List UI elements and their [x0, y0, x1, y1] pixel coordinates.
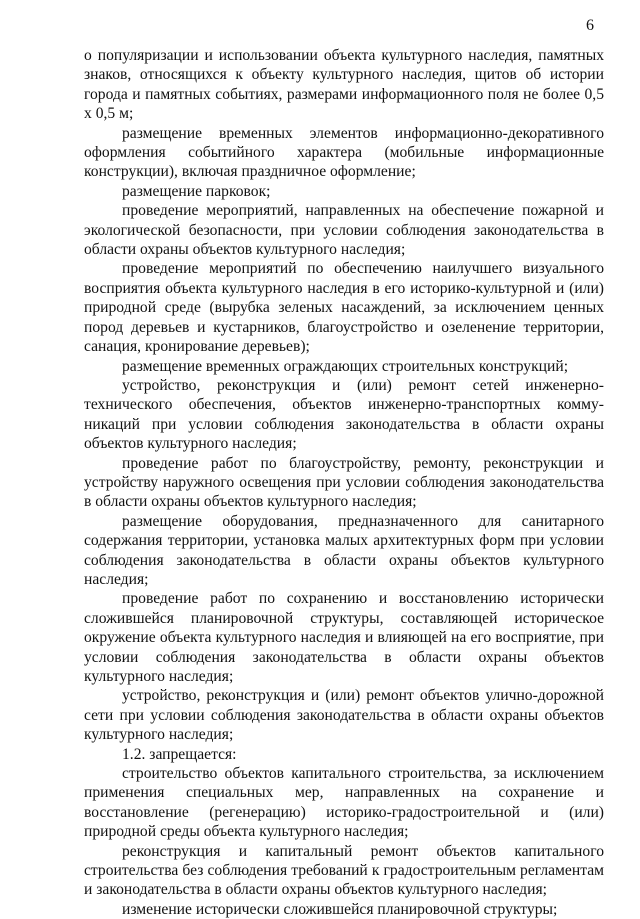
paragraph: устройство, реконструкция и (или) ремонт объектов улично-дорожной сети при условии соблюдения законодательства в области охраны объектов культурного наследия; [84, 687, 604, 744]
paragraph: размещение оборудования, предназначенного для санитарного содержания территории, установка малых архитектурных форм при условии соблюдения законодательства в области охраны объектов культурного наследия; [84, 512, 604, 588]
paragraph: изменение исторически сложившейся планировочной структуры; [122, 900, 558, 918]
section-heading: 1.2. запрещается: [122, 745, 237, 763]
paragraph: проведение мероприятий по обеспечению наилучшего визуального восприятия объекта культурного наследия в его историко-культурной и (или) природной среде (вырубка зеленых насаждений, за исключением ценных пород деревьев и кустарников, благоустройство и озеленение территории, санация, кронирование деревьев); [84, 260, 604, 356]
paragraph: строительство объектов капитального строительства, за исключением применения специальных мер, направленных на сохранение и восстановление (регенерацию) историко-градостроительной и (или) природной среды объекта культурного наследия; [84, 765, 604, 841]
paragraph: размещение парковок; [122, 182, 271, 200]
paragraph: устройство, реконструкция и (или) ремонт сетей инженерно-технического обеспечения, объектов инженерно-транспортных коммуникаций при условии соблюдения законодательства в области охраны объектов культурного наследия; [84, 376, 604, 453]
paragraph: размещение временных ограждающих строительных конструкций; [122, 357, 569, 375]
paragraph: о популяризации и использовании объекта культурного наследия, памятных знаков, относящихся к объекту культурного наследия, щитов об истории города и памятных событиях, размерами информационного поля не более 0,5 х 0,5 м; [84, 47, 604, 123]
paragraph: проведение мероприятий, направленных на обеспечение пожарной и экологической безопасности, при условии соблюдения законодательства в области охраны объектов культурного наследия; [84, 202, 604, 259]
paragraph: реконструкция и капитальный ремонт объектов капитального строительства без соблюдения требований к градостроительным регламентам и законодательства в области охраны объектов культурного наследия; [84, 842, 604, 899]
paragraph: проведение работ по сохранению и восстановлению исторически сложившейся планировочной структуры, составляющей историческое окружение объекта культурного наследия и влияющей на его восприятие, при условии соблюдения законодательства в области охраны объектов культурного наследия; [84, 590, 604, 685]
paragraph: размещение временных элементов информационно-декоративного оформления событийного характера (мобильные информационные конструкции), включая праздничное оформление; [84, 124, 604, 181]
paragraph: проведение работ по благоустройству, ремонту, реконструкции и устройству наружного освещения при условии соблюдения законодательства в области охраны объектов культурного наследия; [84, 454, 604, 511]
document-body [84, 46, 604, 919]
page-number: 6 [586, 17, 594, 34]
